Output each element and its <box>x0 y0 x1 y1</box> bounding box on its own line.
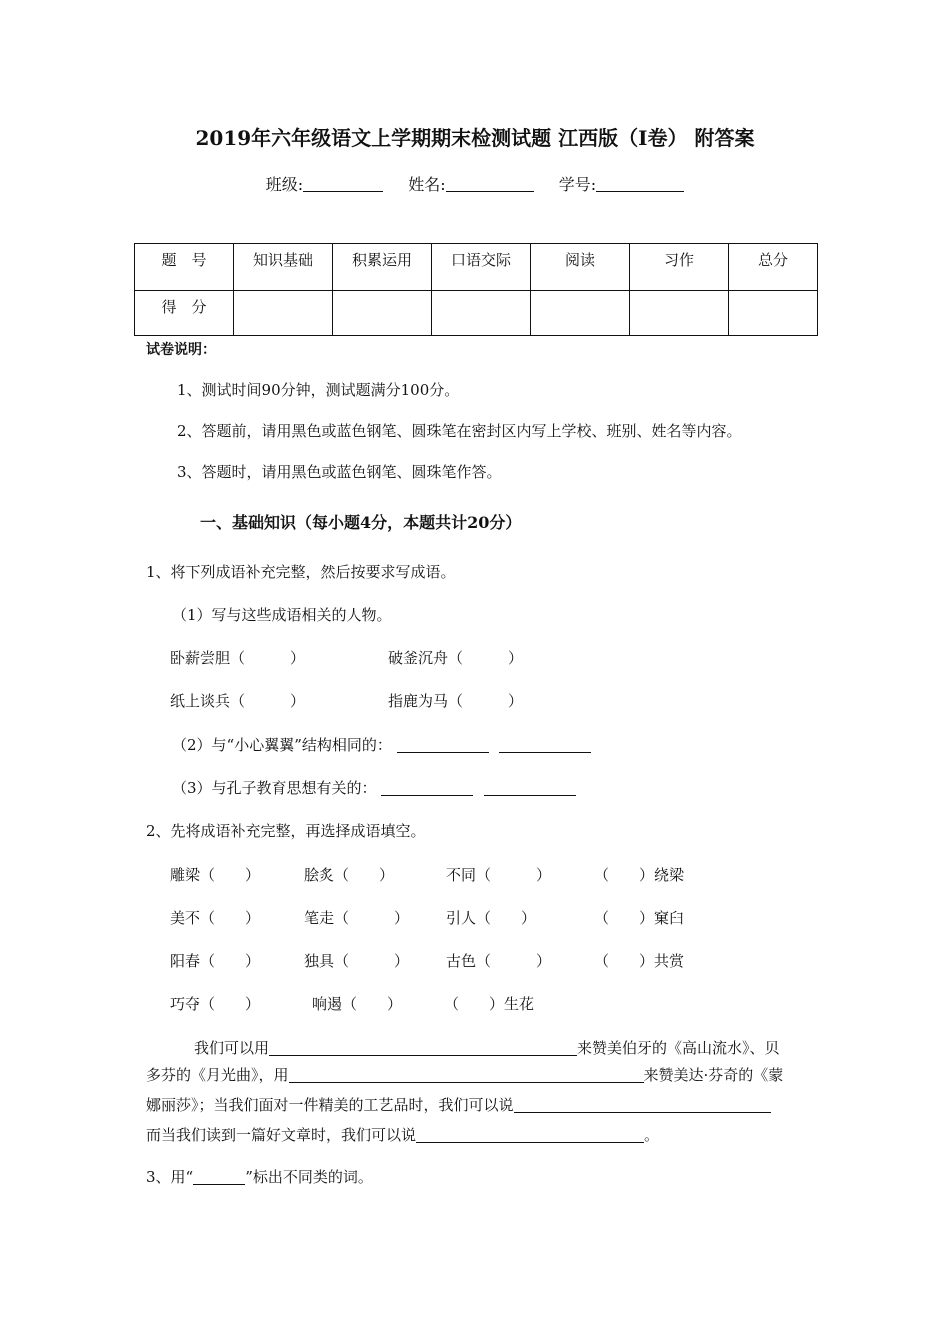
idiom-item: 纸上谈兵（ ） <box>170 692 306 710</box>
instruction-item: 3、答题时，请用黑色或蓝色钢笔、圆珠笔作答。 <box>177 463 502 481</box>
idiom-fill-item: （ ）绕梁 <box>594 866 685 884</box>
student-info-line <box>0 172 950 195</box>
idiom-fill-item: 雕梁（ ） <box>170 866 261 884</box>
answer-blank[interactable] <box>499 739 591 753</box>
idiom-fill-item: 独具（ ） <box>304 952 410 970</box>
question-3: 3、用“ ”标出不同类的词。 <box>146 1168 373 1186</box>
idiom-fill-item: （ ）共赏 <box>594 952 685 970</box>
paragraph-line: 而当我们读到一篇好文章时，我们可以说 。 <box>146 1126 660 1144</box>
idiom-fill-item: 引人（ ） <box>446 909 537 927</box>
idiom-fill-item: 笔走（ ） <box>304 909 410 927</box>
question-1-sub-3: （3）与孔子教育思想有关的： <box>172 777 576 798</box>
idiom-fill-item: 脍炙（ ） <box>304 866 395 884</box>
score-cell[interactable] <box>630 291 729 336</box>
score-table <box>134 243 818 336</box>
idiom-item: 卧薪尝胆（ ） <box>170 649 306 667</box>
idiom-fill-item: 不同（ ） <box>446 866 552 884</box>
instruction-item: 1、测试时间90分钟，测试题满分100分。 <box>177 381 460 399</box>
score-table-header: 总分 <box>729 244 818 291</box>
underline-sample <box>193 1171 245 1185</box>
answer-blank[interactable] <box>381 782 473 796</box>
class-field[interactable]: 班级: <box>266 172 383 195</box>
score-cell[interactable] <box>729 291 818 336</box>
instructions-heading: 试卷说明： <box>146 342 216 358</box>
idiom-item: 指鹿为马（ ） <box>388 692 524 710</box>
question-1: 1、将下列成语补充完整，然后按要求写成语。 <box>146 563 456 581</box>
idiom-fill-item: 巧夺（ ） <box>170 995 261 1013</box>
page-title: 2019年六年级语文上学期期末检测试题 江西版（I卷） 附答案 <box>195 126 755 150</box>
name-field[interactable]: 姓名: <box>408 172 533 195</box>
instruction-item: 2、答题前，请用黑色或蓝色钢笔、圆珠笔在密封区内写上学校、班别、姓名等内容。 <box>177 422 742 440</box>
question-1-sub-1: （1）写与这些成语相关的人物。 <box>172 606 392 624</box>
idiom-item: 破釜沉舟（ ） <box>388 649 524 667</box>
score-table-header: 习作 <box>630 244 729 291</box>
answer-blank[interactable] <box>289 1069 644 1083</box>
idiom-fill-item: 古色（ ） <box>446 952 552 970</box>
answer-blank[interactable] <box>397 739 489 753</box>
idiom-fill-item: 响遏（ ） <box>312 995 403 1013</box>
score-cell[interactable] <box>531 291 630 336</box>
paragraph-line: 我们可以用 来赞美伯牙的《高山流水》、贝 <box>194 1039 780 1057</box>
score-table-header: 知识基础 <box>234 244 333 291</box>
score-table-header: 题 号 <box>135 244 234 291</box>
score-table-header: 阅读 <box>531 244 630 291</box>
student-id-field[interactable]: 学号: <box>559 172 684 195</box>
score-cell[interactable] <box>432 291 531 336</box>
answer-blank[interactable] <box>484 782 576 796</box>
score-cell[interactable] <box>333 291 432 336</box>
idiom-fill-item: 美不（ ） <box>170 909 261 927</box>
idiom-fill-item: （ ）窠臼 <box>594 909 685 927</box>
score-row-label: 得 分 <box>135 291 234 336</box>
score-table-score-row <box>135 291 818 336</box>
score-table-header-row <box>135 244 818 291</box>
paragraph-line: 多芬的《月光曲》，用 来赞美达·芬奇的《蒙 <box>146 1066 784 1084</box>
score-table-header: 积累运用 <box>333 244 432 291</box>
paragraph-line: 娜丽莎》；当我们面对一件精美的工艺品时，我们可以说 <box>146 1094 771 1115</box>
idiom-fill-item: 阳春（ ） <box>170 952 261 970</box>
score-cell[interactable] <box>234 291 333 336</box>
score-table-header: 口语交际 <box>432 244 531 291</box>
answer-blank[interactable] <box>416 1129 644 1143</box>
answer-blank[interactable] <box>514 1099 771 1113</box>
question-1-sub-2: （2）与“小心翼翼”结构相同的： <box>172 734 591 755</box>
question-2: 2、先将成语补充完整，再选择成语填空。 <box>146 822 426 840</box>
answer-blank[interactable] <box>269 1042 577 1056</box>
section-heading: 一、基础知识（每小题4分，本题共计20分） <box>200 513 522 532</box>
idiom-fill-item: （ ）生花 <box>444 995 535 1013</box>
